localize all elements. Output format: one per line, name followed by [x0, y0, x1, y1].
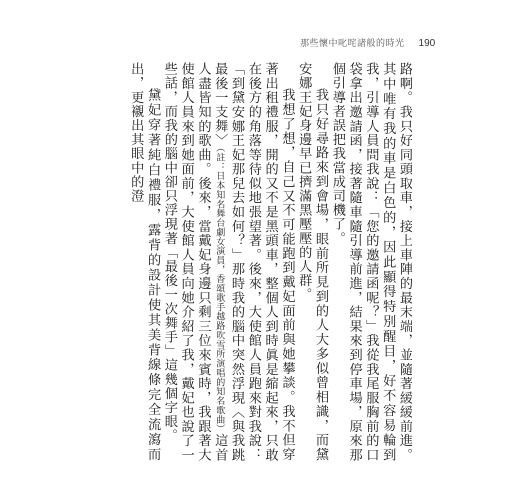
footnote-annotation: （註：日本知名舞台劇女演員，香頌歌手越路吹雪所演唱的知名歌曲）	[214, 147, 225, 434]
page-number: 190	[418, 38, 436, 49]
paragraph-4: 黛妃穿著純白禮服，露背的設計使其美背線條完全流瀉而出，更襯出其眼中的澄	[128, 62, 161, 462]
running-title: 那些懷中叱咤諸般的時光	[300, 39, 405, 49]
paragraph-2: 我只好尋路來到會場，眼前所見到的人大多似曾相識，而黛安娜王妃身邊早已擠滿黑壓壓的人群。	[296, 62, 329, 462]
paragraph-3-text-b: 這首人盡皆知的歌曲。後來，當戴妃身邊只剩三位來賓時，我跟著大使館人員來到她面前，大使館人員向她介紹了我，戴妃也說了一些話，而我的腦中卻只浮現著「最後一次舞手」這幾個字眼。	[161, 62, 228, 462]
vertical-text-body	[80, 62, 412, 462]
page-header	[300, 36, 435, 49]
paragraph-3-text-a: 我想了想，自己又不可能跑到戴妃面前與她攀談。我不但穿著出租禮服，開的又不是黑頭車，整個人到時眞是縮起來，只敢在後方的角落等待似地張望著。後來，大使館人員跑來對我說：「到黛安娜王妃那兒去如何？」那時我的腦中突然浮現〈與我跳最後一支舞〉	[212, 62, 295, 462]
paragraph-1: 路啊。我只好同頭取車，接上車陣的最末端，並隨著緩緩前進。其中唯有我的車是白色的，因此顯得特別醒目，好不容易輪到我，引導人員問我說：「您的邀請函呢？」我從我尾服胸前的口袋拿出邀請函，接著隨車隨引導前進，結果來到停車場，原來那個引導者誤把我當成司機了。	[329, 62, 412, 462]
paragraph-3	[160, 62, 294, 462]
